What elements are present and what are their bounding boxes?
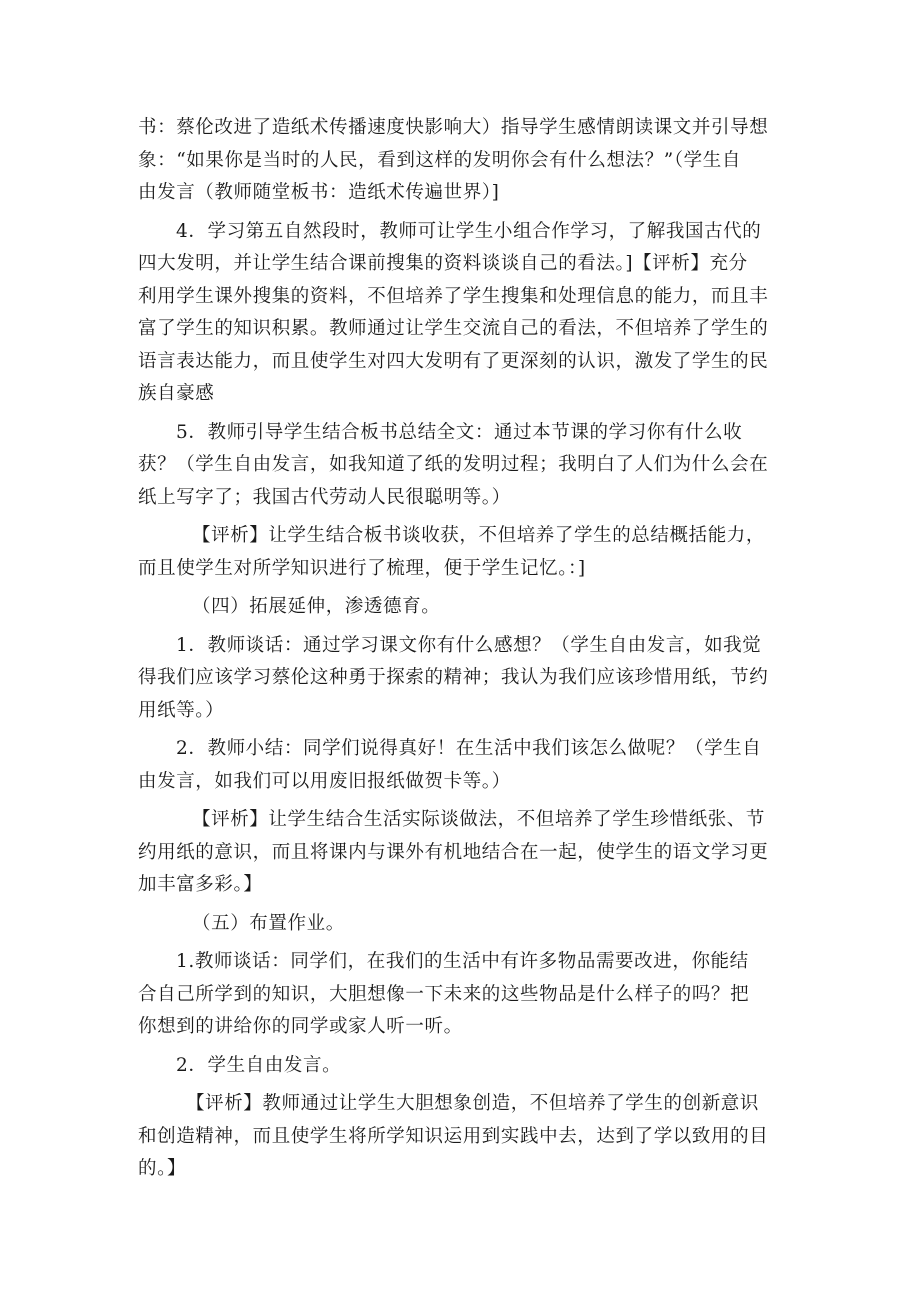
text-line: 由发言，如我们可以用废旧报纸做贺卡等。） xyxy=(138,770,511,792)
section-heading: （四）拓展延伸，渗透德育。 xyxy=(192,596,441,617)
document-page xyxy=(138,112,798,1192)
text-line: 得我们应该学习蔡伦这种勇于探索的精神；我认为我们应该珍惜用纸，节约 xyxy=(138,667,769,688)
text-line: 5．教师引导学生结合板书总结全文：通过本节课的学习你有什么收 xyxy=(176,421,743,443)
text-line: 2．学生自由发言。 xyxy=(176,1054,342,1076)
paragraph-extension-2 xyxy=(138,733,798,798)
section-heading-homework xyxy=(138,908,798,941)
text-line: 富了学生的知识积累。教师通过让学生交流自己的看法，不但培养了学生的 xyxy=(138,318,769,339)
text-line: 你想到的讲给你的同学或家人听一听。 xyxy=(138,1016,463,1037)
text-line: 1．教师谈话：通过学习课文你有什么感想？（学生自由发言，如我觉 xyxy=(176,634,762,656)
section-heading: （五）布置作业。 xyxy=(192,912,345,934)
section-heading-extension xyxy=(138,591,798,624)
text-line: 【评析】让学生结合生活实际谈做法，不但培养了学生珍惜纸张、节 xyxy=(192,809,766,830)
text-line: 获？（学生自由发言，如我知道了纸的发明过程；我明白了人们为什么会在 xyxy=(138,454,769,475)
text-line: 象：“如果你是当时的人民，看到这样的发明你会有什么想法？”（学生自 xyxy=(138,149,741,171)
text-line: 的。】 xyxy=(138,1158,187,1179)
text-line: 1.教师谈话：同学们，在我们的生活中有许多物品需要改进，你能结 xyxy=(176,951,749,972)
text-line: 族自豪感 xyxy=(138,383,215,404)
text-line: 利用学生课外搜集的资料，不但培养了学生搜集和处理信息的能力，而且丰 xyxy=(138,285,769,307)
paragraph-step-4 xyxy=(138,216,798,411)
text-line: 用纸等。） xyxy=(138,699,225,721)
paragraph-step-5 xyxy=(138,417,798,515)
text-line: 而且使学生对所学知识进行了梳理，便于学生记忆。：] xyxy=(138,557,586,579)
paragraph-homework-2 xyxy=(138,1050,798,1083)
paragraph-comment-summary xyxy=(138,520,798,585)
text-line: 语言表达能力，而且使学生对四大发明有了更深刻的认识，激发了学生的民 xyxy=(138,350,769,372)
text-line: 4．学习第五自然段时，教师可让学生小组合作学习，了解我国古代的 xyxy=(176,220,762,242)
text-line: 合自己所学到的知识，大胆想像一下未来的这些物品是什么样子的吗？把 xyxy=(138,983,750,1005)
text-line: 2．教师小结：同学们说得真好！在生活中我们该怎么做呢？（学生自 xyxy=(176,738,762,759)
text-line: 加丰富多彩。】 xyxy=(138,874,263,895)
text-line: 由发言（教师随堂板书：造纸术传遍世界）] xyxy=(138,182,500,203)
paragraph-homework-1 xyxy=(138,946,798,1044)
text-line: 纸上写字了；我国古代劳动人民很聪明等。） xyxy=(138,486,511,508)
paragraph-board-writing xyxy=(138,112,798,210)
text-line: 四大发明，并让学生结合课前搜集的资料谈谈自己的看法。]【评析】充分 xyxy=(138,253,748,274)
text-line: 【评析】让学生结合板书谈收获，不但培养了学生的总结概括能力， xyxy=(192,525,766,546)
text-line: 约用纸的意识，而且将课内与课外有机地结合在一起，使学生的语文学习更 xyxy=(138,841,769,863)
text-line: 和创造精神，而且使学生将所学知识运用到实践中去，达到了学以致用的目 xyxy=(138,1125,769,1147)
paragraph-comment-practice xyxy=(138,804,798,902)
paragraph-extension-1 xyxy=(138,630,798,728)
text-line: 书：蔡伦改进了造纸术传播速度快影响大）指导学生感情朗读课文并引导想 xyxy=(138,117,769,138)
text-line: 【评析】教师通过让学生大胆想象创造，不但培养了学生的创新意识 xyxy=(186,1093,760,1114)
paragraph-comment-creativity xyxy=(138,1088,798,1186)
